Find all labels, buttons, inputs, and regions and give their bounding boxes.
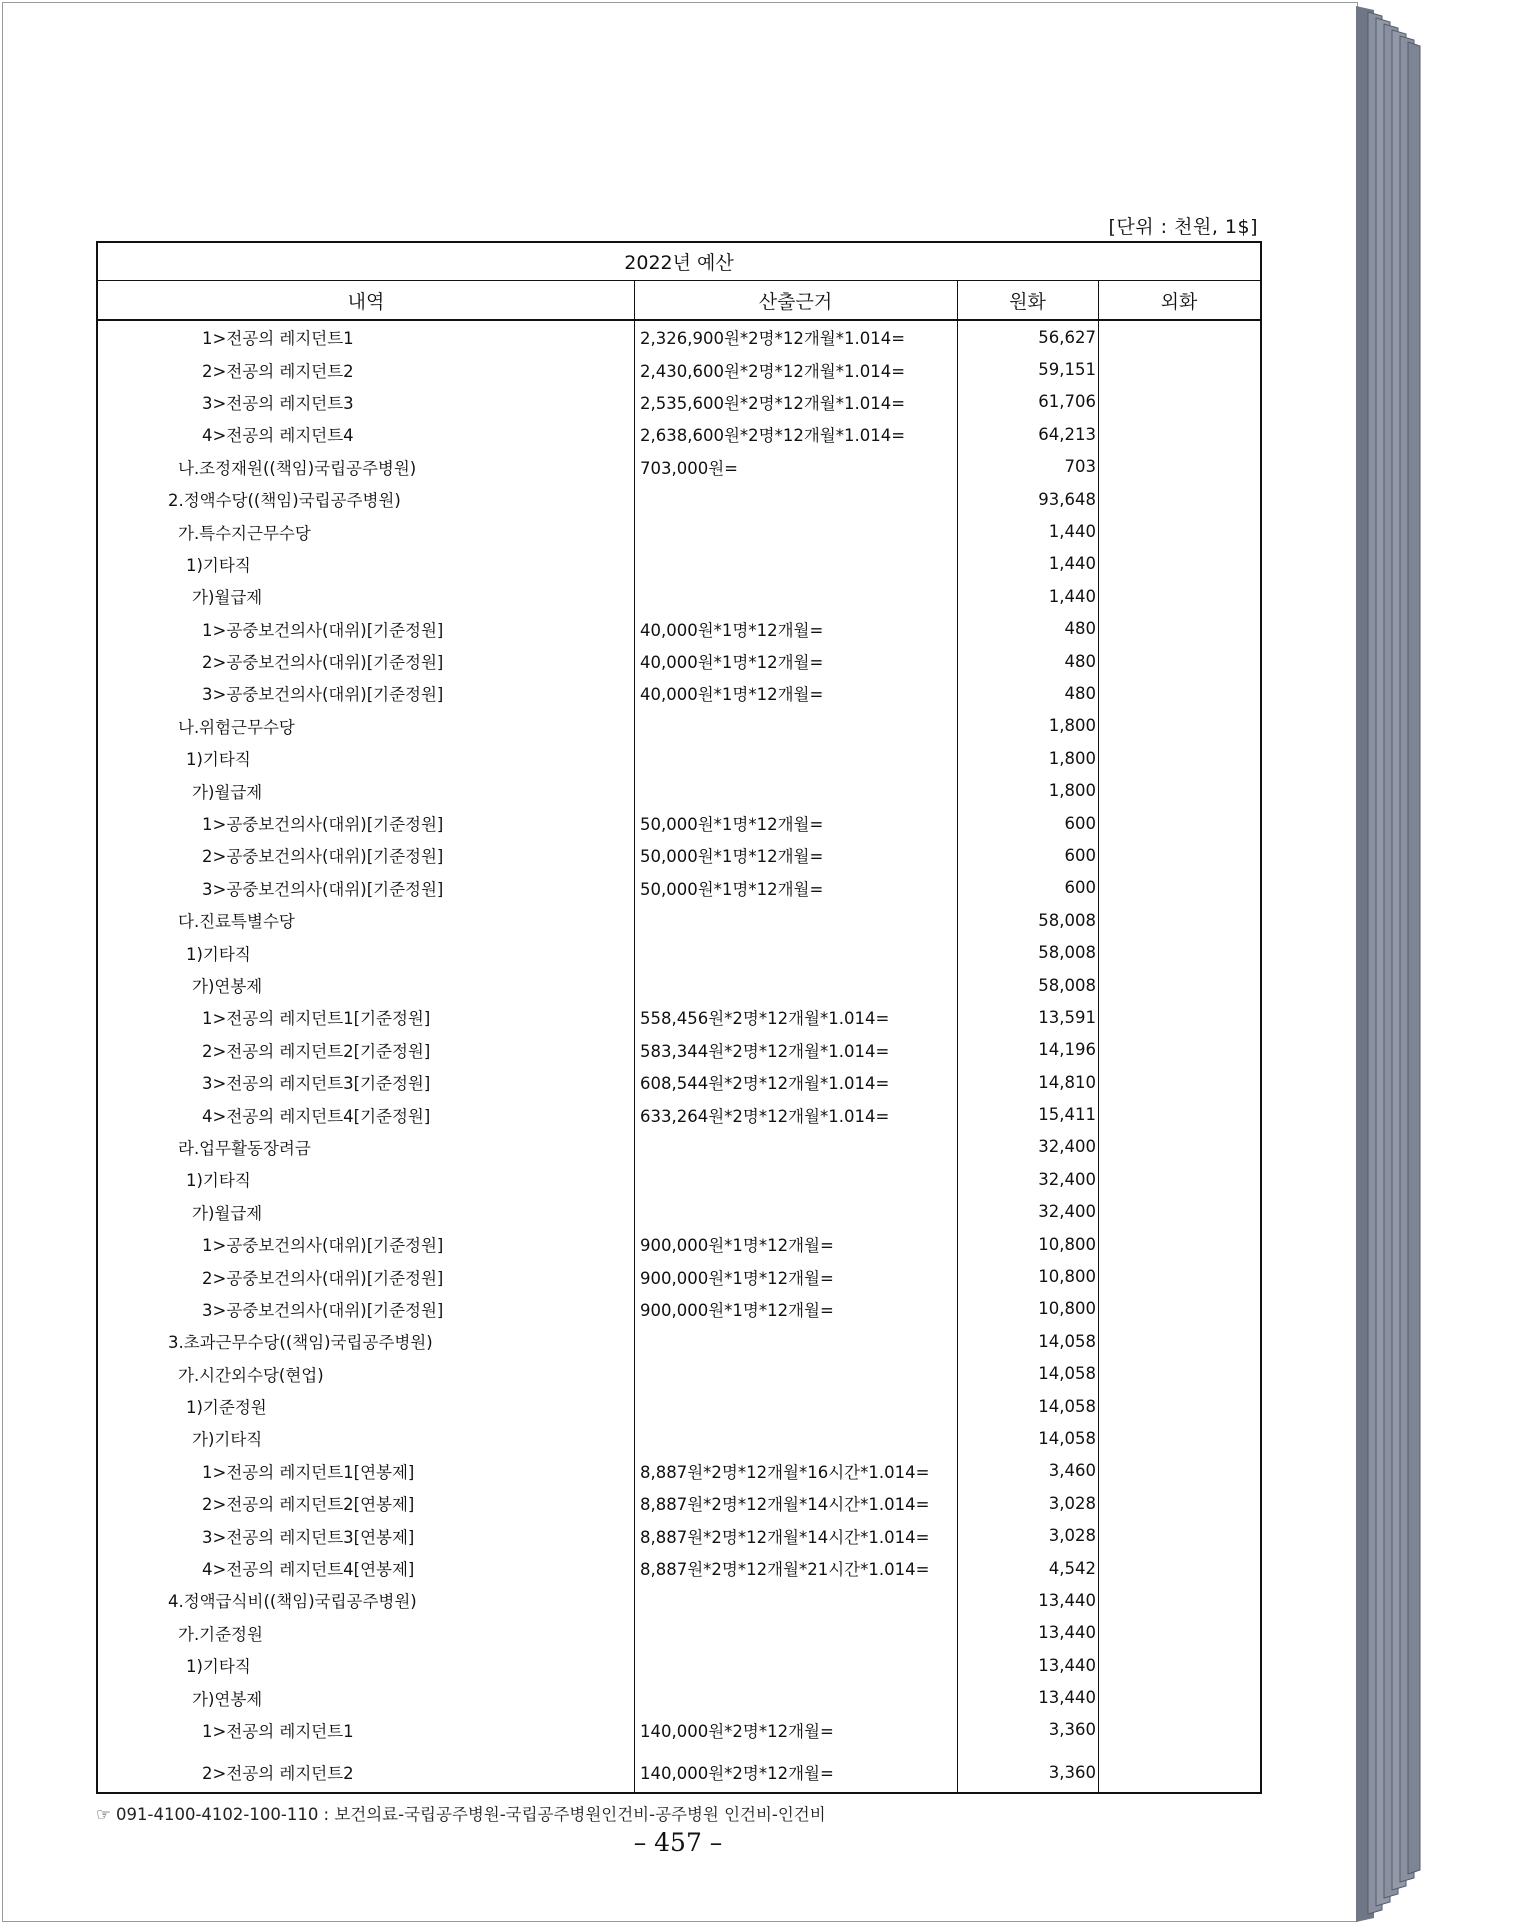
row-krw-amount: 600 (1064, 878, 1096, 898)
row-calculation-basis: 900,000원*1명*12개월= (640, 1268, 834, 1288)
row-item-label: 1)기타직 (186, 1171, 251, 1191)
table-row (98, 710, 1260, 742)
row-item-label: 3>공중보건의사(대위)[기준정원] (202, 1300, 444, 1320)
header-item: 내역 (347, 290, 385, 313)
page-number: – 457 – (633, 1828, 723, 1857)
table-header-row (98, 281, 1260, 321)
table-row (98, 1714, 1260, 1746)
row-krw-amount: 703 (1064, 457, 1096, 477)
row-calculation-basis: 2,535,600원*2명*12개월*1.014= (640, 393, 906, 413)
row-calculation-basis: 900,000원*1명*12개월= (640, 1236, 834, 1256)
row-item-label: 2.정액수당((책임)국립공주병원) (168, 491, 401, 511)
footnote-account-code: ☞ 091-4100-4102-100-110 : 보건의료-국립공주병원-국립공주병원인건비-공주병원 인건비-인건비 (96, 1805, 826, 1824)
table-row (98, 483, 1260, 515)
unit-note: [단위 : 천원, 1$] (1108, 216, 1258, 238)
table-row (98, 1584, 1260, 1616)
row-item-label: 가.특수지근무수당 (178, 523, 311, 543)
row-calculation-basis: 703,000원= (640, 458, 738, 478)
row-krw-amount: 13,440 (1038, 1590, 1096, 1610)
row-krw-amount: 480 (1064, 619, 1096, 639)
row-krw-amount: 10,800 (1038, 1234, 1096, 1254)
table-row (98, 1487, 1260, 1519)
row-item-label: 가)연봉제 (192, 977, 263, 996)
row-krw-amount: 13,440 (1038, 1655, 1096, 1675)
row-krw-amount: 93,648 (1038, 489, 1096, 509)
row-item-label: 1>전공의 레지던트1 (202, 329, 354, 349)
row-calculation-basis: 40,000원*1명*12개월= (640, 685, 824, 705)
row-item-label: 3>전공의 레지던트3[기준정원] (202, 1074, 431, 1094)
row-item-label: 2>전공의 레지던트2[연봉제] (202, 1495, 415, 1515)
row-item-label: 4>전공의 레지던트4 (202, 426, 354, 446)
row-krw-amount: 32,400 (1038, 1137, 1096, 1157)
table-row (98, 1034, 1260, 1066)
table-row (98, 1001, 1260, 1033)
table-row (98, 1617, 1260, 1649)
row-krw-amount: 1,440 (1048, 554, 1096, 574)
row-krw-amount: 64,213 (1038, 424, 1096, 444)
table-row (98, 1358, 1260, 1390)
row-calculation-basis: 140,000원*2명*12개월= (640, 1721, 834, 1741)
row-calculation-basis: 50,000원*1명*12개월= (640, 847, 824, 867)
row-krw-amount: 14,810 (1038, 1072, 1096, 1092)
table-row (98, 1746, 1260, 1798)
header-basis: 산출근거 (758, 290, 833, 313)
row-item-label: 가)기타직 (192, 1430, 263, 1450)
row-item-label: 1>공중보건의사(대위)[기준정원] (202, 620, 444, 640)
table-row (98, 742, 1260, 774)
row-item-label: 가)연봉제 (192, 1689, 263, 1709)
row-krw-amount: 4,542 (1048, 1558, 1096, 1578)
row-krw-amount: 32,400 (1038, 1169, 1096, 1189)
table-row (98, 451, 1260, 483)
row-krw-amount: 14,058 (1038, 1396, 1096, 1416)
table-row (98, 807, 1260, 839)
row-item-label: 1>전공의 레지던트1 (202, 1721, 354, 1741)
row-item-label: 가)월급제 (192, 782, 263, 802)
row-item-label: 1>전공의 레지던트1[연봉제] (202, 1462, 415, 1482)
row-krw-amount: 3,360 (1048, 1720, 1096, 1740)
row-item-label: 4>전공의 레지던트4[연봉제] (202, 1560, 415, 1580)
table-title: 2022년 예산 (98, 243, 1260, 281)
row-item-label: 2>전공의 레지던트2 (202, 361, 354, 381)
table-row (98, 548, 1260, 580)
table-row (98, 1649, 1260, 1681)
table-row (98, 1325, 1260, 1357)
row-item-label: 3>전공의 레지던트3[연봉제] (202, 1527, 415, 1547)
row-krw-amount: 61,706 (1038, 392, 1096, 412)
row-krw-amount: 3,028 (1048, 1526, 1096, 1546)
row-item-label: 나.위험근무수당 (178, 717, 295, 737)
row-item-label: 가)월급제 (192, 588, 263, 608)
table-row (98, 1455, 1260, 1487)
row-krw-amount: 1,800 (1048, 716, 1096, 736)
table-row (98, 1163, 1260, 1195)
table-row (98, 321, 1260, 353)
table-row (98, 645, 1260, 677)
row-krw-amount: 480 (1064, 651, 1096, 671)
table-row (98, 872, 1260, 904)
table-row (98, 386, 1260, 418)
row-krw-amount: 14,058 (1038, 1331, 1096, 1351)
row-item-label: 4>전공의 레지던트4[기준정원] (202, 1106, 431, 1126)
row-krw-amount: 14,196 (1038, 1040, 1096, 1060)
table-row (98, 1228, 1260, 1260)
table-row (98, 515, 1260, 547)
row-krw-amount: 13,440 (1038, 1623, 1096, 1643)
table-row (98, 1681, 1260, 1713)
row-item-label: 다.진료특별수당 (178, 912, 295, 932)
row-krw-amount: 13,591 (1038, 1007, 1096, 1027)
row-item-label: 2>전공의 레지던트2 (202, 1764, 354, 1784)
table-row (98, 677, 1260, 709)
table-row (98, 839, 1260, 871)
table-row (98, 1552, 1260, 1584)
table-row (98, 1098, 1260, 1130)
row-krw-amount: 13,440 (1038, 1688, 1096, 1708)
table-row (98, 1519, 1260, 1551)
row-item-label: 2>공중보건의사(대위)[기준정원] (202, 847, 444, 867)
row-krw-amount: 3,360 (1048, 1762, 1096, 1782)
table-row (98, 969, 1260, 1001)
row-krw-amount: 15,411 (1038, 1105, 1096, 1125)
row-item-label: 1>전공의 레지던트1[기준정원] (202, 1009, 431, 1029)
table-row (98, 904, 1260, 936)
table-row (98, 1293, 1260, 1325)
row-item-label: 2>공중보건의사(대위)[기준정원] (202, 1268, 444, 1288)
table-body (98, 321, 1260, 1798)
row-krw-amount: 3,460 (1048, 1461, 1096, 1481)
table-row (98, 580, 1260, 612)
row-krw-amount: 10,800 (1038, 1299, 1096, 1319)
row-item-label: 1)기타직 (186, 555, 251, 575)
row-calculation-basis: 40,000원*1명*12개월= (640, 653, 824, 673)
row-calculation-basis: 140,000원*2명*12개월= (640, 1764, 834, 1784)
row-krw-amount: 480 (1064, 683, 1096, 703)
row-krw-amount: 56,627 (1038, 327, 1096, 347)
row-item-label: 1>공중보건의사(대위)[기준정원] (202, 1236, 444, 1256)
row-krw-amount: 3,028 (1048, 1493, 1096, 1513)
row-calculation-basis: 583,344원*2명*12개월*1.014= (640, 1041, 890, 1061)
row-krw-amount: 10,800 (1038, 1267, 1096, 1287)
row-krw-amount: 1,440 (1048, 522, 1096, 542)
row-calculation-basis: 633,264원*2명*12개월*1.014= (640, 1106, 890, 1126)
row-item-label: 1)기타직 (186, 1657, 251, 1677)
table-row (98, 1066, 1260, 1098)
row-item-label: 1)기타직 (186, 750, 251, 770)
row-item-label: 가.시간외수당(현업) (178, 1365, 324, 1385)
row-krw-amount: 14,058 (1038, 1364, 1096, 1384)
row-item-label: 2>전공의 레지던트2[기준정원] (202, 1041, 431, 1061)
row-item-label: 라.업무활동장려금 (178, 1138, 311, 1158)
table-row (98, 418, 1260, 450)
row-calculation-basis: 8,887원*2명*12개월*14시간*1.014= (640, 1527, 930, 1547)
row-krw-amount: 58,008 (1038, 910, 1096, 930)
row-item-label: 1>공중보건의사(대위)[기준정원] (202, 815, 444, 835)
row-item-label: 3>전공의 레지던트3 (202, 393, 354, 413)
row-calculation-basis: 2,638,600원*2명*12개월*1.014= (640, 426, 906, 446)
row-krw-amount: 59,151 (1038, 360, 1096, 380)
table-row (98, 774, 1260, 806)
row-calculation-basis: 608,544원*2명*12개월*1.014= (640, 1074, 890, 1094)
row-item-label: 1)기타직 (186, 944, 251, 964)
row-krw-amount: 58,008 (1038, 943, 1096, 963)
row-krw-amount: 32,400 (1038, 1202, 1096, 1222)
row-calculation-basis: 8,887원*2명*12개월*21시간*1.014= (640, 1560, 930, 1580)
row-calculation-basis: 2,326,900원*2명*12개월*1.014= (640, 329, 906, 349)
row-calculation-basis: 50,000원*1명*12개월= (640, 879, 824, 899)
row-krw-amount: 600 (1064, 845, 1096, 865)
row-calculation-basis: 40,000원*1명*12개월= (640, 620, 824, 640)
row-krw-amount: 58,008 (1038, 975, 1096, 995)
row-item-label: 3>공중보건의사(대위)[기준정원] (202, 879, 444, 899)
row-item-label: 3>공중보건의사(대위)[기준정원] (202, 685, 444, 705)
row-calculation-basis: 900,000원*1명*12개월= (640, 1300, 834, 1320)
row-krw-amount: 600 (1064, 813, 1096, 833)
row-calculation-basis: 8,887원*2명*12개월*14시간*1.014= (640, 1495, 930, 1515)
budget-table (96, 241, 1262, 1794)
row-calculation-basis: 558,456원*2명*12개월*1.014= (640, 1009, 890, 1029)
row-calculation-basis: 8,887원*2명*12개월*16시간*1.014= (640, 1462, 930, 1482)
table-row (98, 936, 1260, 968)
row-krw-amount: 1,800 (1048, 781, 1096, 801)
row-item-label: 가)월급제 (192, 1203, 263, 1223)
table-row (98, 1196, 1260, 1228)
table-row (98, 1422, 1260, 1454)
row-item-label: 나.조정재원((책임)국립공주병원) (178, 458, 417, 478)
book-page-edge-decoration (1356, 6, 1424, 1922)
table-row (98, 613, 1260, 645)
row-krw-amount: 1,440 (1048, 586, 1096, 606)
row-krw-amount: 1,800 (1048, 748, 1096, 768)
table-row (98, 1260, 1260, 1292)
header-krw: 원화 (1009, 290, 1046, 313)
row-calculation-basis: 50,000원*1명*12개월= (640, 815, 824, 835)
row-item-label: 1)기준정원 (186, 1398, 267, 1418)
table-row (98, 1131, 1260, 1163)
row-item-label: 가.기준정원 (178, 1624, 263, 1644)
table-row (98, 353, 1260, 385)
row-krw-amount: 14,058 (1038, 1428, 1096, 1448)
table-row (98, 1390, 1260, 1422)
header-foreign: 외화 (1160, 290, 1198, 313)
row-item-label: 2>공중보건의사(대위)[기준정원] (202, 653, 444, 673)
row-item-label: 3.초과근무수당((책임)국립공주병원) (168, 1333, 433, 1353)
row-calculation-basis: 2,430,600원*2명*12개월*1.014= (640, 361, 906, 381)
row-item-label: 4.정액급식비((책임)국립공주병원) (168, 1592, 417, 1612)
